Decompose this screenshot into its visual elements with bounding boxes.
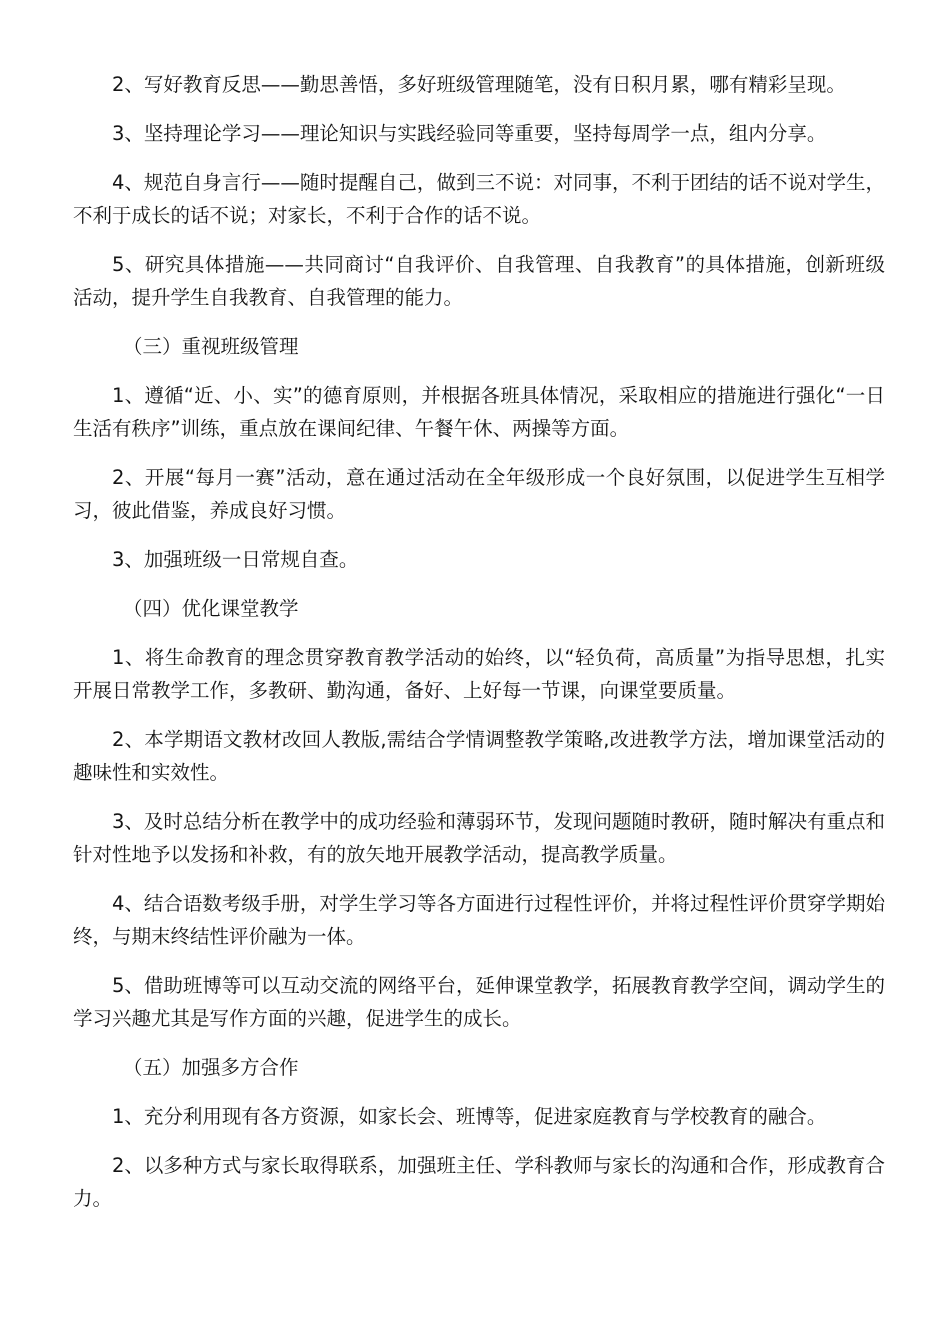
paragraph-parent-contact: 2、以多种方式与家长取得联系，加强班主任、学科教师与家长的沟通和合作，形成教育合力。: [73, 1154, 885, 1210]
paragraph-reflection: 2、写好教育反思——勤思善悟，多好班级管理随笔，没有日积月累，哪有精彩呈现。: [112, 73, 846, 96]
paragraph-measures: 5、研究具体措施——共同商讨“自我评价、自我管理、自我教育”的具体措施，创新班级活动，提升学生自我教育、自我管理的能力。: [73, 253, 885, 309]
section-heading-classroom-teaching: （四）优化课堂教学: [123, 597, 299, 620]
paragraph-textbook: 2、本学期语文教材改回人教版,需结合学情调整教学策略,改进教学方法，增加课堂活动的趣味性和实效性。: [73, 728, 885, 784]
paragraph-theory-study: 3、坚持理论学习——理论知识与实践经验同等重要，坚持每周学一点，组内分享。: [112, 122, 827, 145]
paragraph-conduct: 4、规范自身言行——随时提醒自己，做到三不说：对同事，不利于团结的话不说对学生，不利于成长的话不说；对家长，不利于合作的话不说。: [73, 171, 885, 227]
paragraph-monthly-contest: 2、开展“每月一赛”活动，意在通过活动在全年级形成一个良好氛围，以促进学生互相学习，彼此借鉴，养成良好习惯。: [73, 466, 885, 522]
paragraph-process-evaluation: 4、结合语数考级手册，对学生学习等各方面进行过程性评价，并将过程性评价贯穿学期始终，与期末终结性评价融为一体。: [73, 892, 885, 948]
paragraph-life-education: 1、将生命教育的理念贯穿教育教学活动的始终，以“轻负荷，高质量”为指导思想，扎实开展日常教学工作，多教研、勤沟通，备好、上好每一节课，向课堂要质量。: [73, 646, 885, 702]
paragraph-resources: 1、充分利用现有各方资源，如家长会、班博等，促进家庭教育与学校教育的融合。: [112, 1105, 827, 1128]
paragraph-moral-principle: 1、遵循“近、小、实”的德育原则，并根据各班具体情况，采取相应的措施进行强化“一日生活有秩序”训练，重点放在课间纪律、午餐午休、两操等方面。: [73, 384, 885, 440]
section-heading-cooperation: （五）加强多方合作: [123, 1056, 299, 1079]
paragraph-summary-analysis: 3、及时总结分析在教学中的成功经验和薄弱环节，发现问题随时教研，随时解决有重点和针对性地予以发扬和补救，有的放矢地开展教学活动，提高教学质量。: [73, 810, 885, 866]
paragraph-daily-check: 3、加强班级一日常规自查。: [112, 548, 359, 571]
paragraph-online-platform: 5、借助班博等可以互动交流的网络平台，延伸课堂教学，拓展教育教学空间，调动学生的学习兴趣尤其是写作方面的兴趣，促进学生的成长。: [73, 974, 885, 1030]
document-body: [73, 68, 885, 1231]
section-heading-class-management: （三）重视班级管理: [123, 335, 299, 358]
